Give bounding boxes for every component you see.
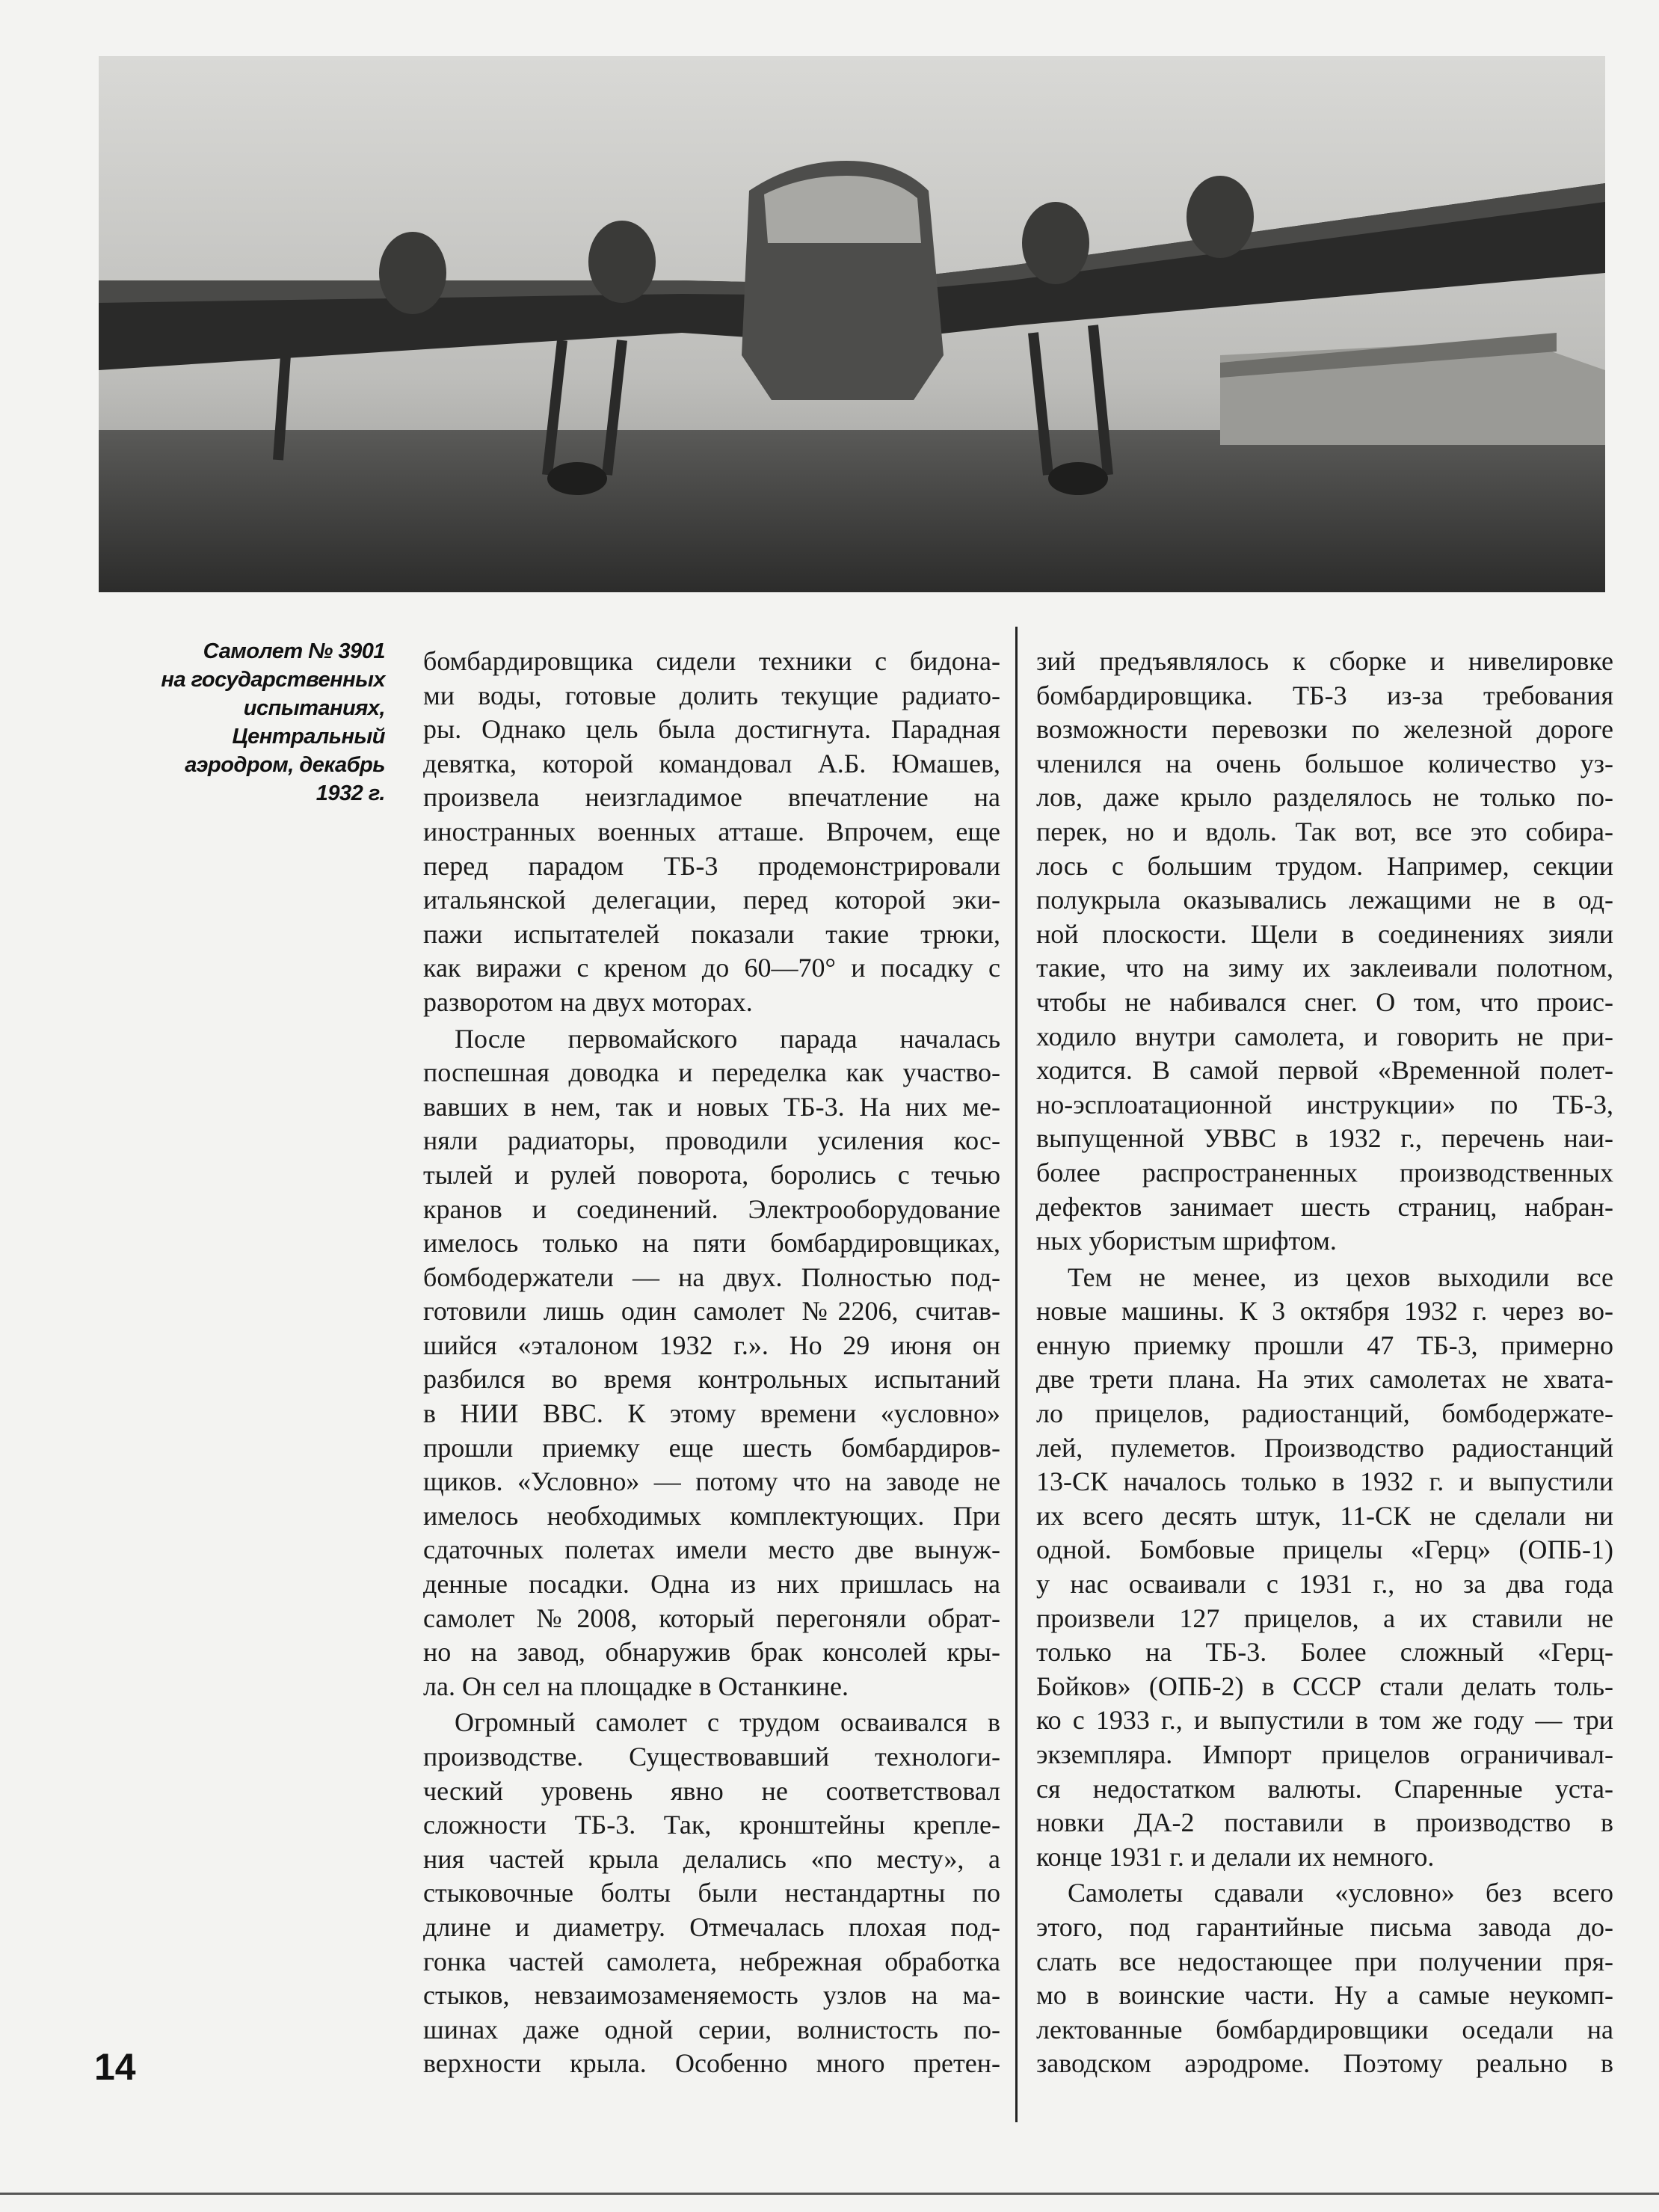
text-line: разбился во время контрольных испытаний — [423, 1364, 1000, 1395]
text-line: сдаточных полетах имели место две вынуж- — [423, 1534, 1000, 1565]
page-number: 14 — [94, 2046, 136, 2088]
text-line: Самолеты сдавали «условно» без всего — [1068, 1878, 1613, 1908]
photo-caption — [105, 637, 385, 808]
text-line: бомбодержатели — на двух. Полностью под- — [423, 1262, 1000, 1292]
text-line: ся недостатком валюты. Спаренные уста- — [1036, 1773, 1613, 1804]
text-line: такие, что на зиму их заклеивали полотном, — [1036, 953, 1613, 983]
text-line: ходится. В самой первой «Временной полет- — [1036, 1055, 1613, 1086]
text-line: готовили лишь один самолет №2206, считав- — [423, 1296, 1000, 1327]
text-line: щиков. «Условно» — потому что на заводе не — [423, 1466, 1000, 1497]
text-line: перек, но и вдоль. Так вот, все это собира- — [1036, 816, 1613, 847]
text-line: длине и диаметру. Отмечалась плохая под- — [423, 1911, 1000, 1942]
text-line: конце 1931 г. и делали их немного. — [1036, 1841, 1435, 1872]
paragraph — [423, 1706, 1000, 2081]
text-line: ло прицелов, радиостанций, бомбодержате- — [1036, 1398, 1613, 1429]
bottom-rule — [0, 2193, 1659, 2195]
column-divider — [1015, 627, 1018, 2122]
text-line: перед парадом ТБ-3 продемонстрировали — [423, 850, 1000, 881]
paragraph — [1036, 1261, 1613, 1875]
text-line: две трети плана. На этих самолетах не хвата- — [1036, 1364, 1613, 1395]
text-line: пажи испытателей показали такие трюки, — [423, 918, 1000, 949]
text-line: шинах даже одной серии, волнистость по- — [423, 2014, 1000, 2044]
text-line: имелось только на пяти бомбардировщиках, — [423, 1228, 1000, 1259]
text-line: одной. Бомбовые прицелы «Герц» (ОПБ-1) — [1036, 1534, 1613, 1565]
text-line: только на ТБ-3. Более сложный «Герц- — [1036, 1637, 1613, 1668]
photo-tb3-bomber — [99, 56, 1605, 592]
text-line: стыковочные болты были нестандартны по — [423, 1878, 1000, 1908]
text-line: экземпляра. Импорт прицелов ограничивал- — [1036, 1739, 1613, 1769]
text-line: Бойков» (ОПБ-2) в СССР стали делать толь- — [1036, 1671, 1613, 1701]
text-line: ных убористым шрифтом. — [1036, 1226, 1337, 1256]
text-line: ческий уровень явно не соответствовал — [423, 1775, 1000, 1806]
text-line: иностранных военных атташе. Впрочем, еще — [423, 816, 1000, 847]
text-line: итальянской делегации, перед которой эки- — [423, 885, 1000, 915]
text-line: ла. Он сел на площадке в Останкине. — [423, 1671, 849, 1701]
text-line: После первомайского парада началась — [455, 1023, 1000, 1054]
text-line: ры. Однако цель была достигнута. Парадная — [423, 714, 1000, 745]
text-line: няли радиаторы, проводили усиления кос- — [423, 1125, 1000, 1156]
text-line: чтобы не набивался снег. О том, что проис- — [1036, 986, 1613, 1017]
text-line: более распространенных производственных — [1036, 1157, 1613, 1188]
text-line: их всего десять штук, 11-СК не сделали ни — [1036, 1500, 1613, 1531]
text-line: шийся «эталоном 1932 г.». Но 29 июня он — [423, 1330, 1000, 1360]
paragraph — [1036, 1876, 1613, 2081]
text-line: новки ДА-2 поставили в производство в — [1036, 1807, 1613, 1838]
text-line: разворотом на двух моторах. — [423, 986, 753, 1017]
text-line: зий предъявлялось к сборке и нивелировке — [1036, 646, 1613, 676]
text-line: сложности ТБ-3. Так, кронштейны крепле- — [423, 1810, 1000, 1840]
text-line: произвели 127 прицелов, а их ставили не — [1036, 1603, 1613, 1633]
text-line: но на завод, обнаружив брак консолей кры- — [423, 1637, 1000, 1668]
text-line: новые машины. К 3 октября 1932 г. через во- — [1036, 1296, 1613, 1327]
text-line: енную приемку прошли 47 ТБ-3, примерно — [1036, 1330, 1613, 1360]
text-line: ния частей крыла делались «по месту», а — [423, 1843, 1000, 1874]
text-line: мо в воинские части. Ну а самые неукомп- — [1036, 1980, 1613, 2011]
text-line: верхности крыла. Особенно много претен- — [423, 2048, 1000, 2079]
text-line: этого, под гарантийные письма завода до- — [1036, 1911, 1613, 1942]
text-line: 13-СК началось только в 1932 г. и выпустили — [1036, 1466, 1613, 1497]
text-line: ходило внутри самолета, и говорить не при- — [1036, 1021, 1613, 1051]
caption-line: испытаниях, Центральный — [232, 696, 385, 749]
text-line: в НИИ ВВС. К этому времени «условно» — [423, 1398, 1000, 1429]
text-line: прошли приемку еще шесть бомбардиров- — [423, 1432, 1000, 1463]
text-line: гонка частей самолета, небрежная обработка — [423, 1946, 1000, 1976]
text-line: стыков, невзаимозаменяемость узлов на ма- — [423, 1980, 1000, 2011]
text-line: ко с 1933 г., и выпустили в том же году — три — [1036, 1705, 1613, 1736]
text-line: но-эсплоатационной инструкции» по ТБ-3, — [1036, 1089, 1613, 1119]
text-line: дефектов занимает шесть страниц, набран- — [1036, 1191, 1613, 1222]
text-line: вавших в нем, так и новых ТБ-3. На них ме- — [423, 1091, 1000, 1122]
text-column-2 — [1036, 645, 1613, 2083]
text-line: членился на очень большое количество уз- — [1036, 748, 1613, 778]
caption-line: 1932 г. — [316, 781, 385, 805]
paragraph — [423, 645, 1000, 1020]
text-line: выпущенной УВВС в 1932 г., перечень наи- — [1036, 1123, 1613, 1154]
text-line: поспешная доводка и переделка как участво- — [423, 1057, 1000, 1088]
text-line: Тем не менее, из цехов выходили все — [1068, 1262, 1613, 1292]
bomber-photo-image — [99, 56, 1605, 592]
text-line: бомбардировщика сидели техники с бидона- — [423, 646, 1000, 676]
text-line: возможности перевозки по железной дороге — [1036, 714, 1613, 745]
text-line: бомбардировщика. ТБ-3 из-за требования — [1036, 680, 1613, 710]
caption-line: Самолет № 3901 — [203, 639, 385, 663]
text-line: лей, пулеметов. Производство радиостанций — [1036, 1432, 1613, 1463]
text-line: лов, даже крыло разделялось не только по- — [1036, 782, 1613, 813]
text-line: заводском аэродроме. Поэтому реально в — [1036, 2048, 1613, 2079]
paragraph — [1036, 645, 1613, 1259]
text-line: лось с большим трудом. Например, секции — [1036, 850, 1613, 881]
text-line: кранов и соединений. Электрооборудование — [423, 1193, 1000, 1224]
text-line: произвела неизгладимое впечатление на — [423, 782, 1000, 813]
paragraph — [423, 1022, 1000, 1704]
text-line: Огромный самолет с трудом осваивался в — [455, 1707, 1000, 1738]
text-line: тылей и рулей поворота, боролись с течью — [423, 1159, 1000, 1190]
text-line: денные посадки. Одна из них пришлась на — [423, 1569, 1000, 1600]
text-column-1 — [423, 645, 1000, 2083]
text-line: у нас осваивали с 1931 г., но за два года — [1036, 1569, 1613, 1600]
caption-line: аэродром, декабрь — [185, 753, 385, 777]
text-line: ной плоскости. Щели в соединениях зияли — [1036, 918, 1613, 949]
text-line: самолет №2008, который перегоняли обрат- — [423, 1603, 1000, 1633]
text-line: слать все недостающее при получении пря- — [1036, 1946, 1613, 1976]
text-line: лектованные бомбардировщики оседали на — [1036, 2014, 1613, 2044]
text-line: полукрыла оказывались лежащими не в од- — [1036, 885, 1613, 915]
text-line: девятка, которой командовал А.Б. Юмашев, — [423, 748, 1000, 778]
text-line: ми воды, готовые долить текущие радиато- — [423, 680, 1000, 710]
text-line: производстве. Существовавший технологи- — [423, 1742, 1000, 1772]
caption-line: на государственных — [161, 668, 385, 692]
text-line: как виражи с креном до 60—70° и посадку с — [423, 953, 1000, 983]
text-line: имелось необходимых комплектующих. При — [423, 1500, 1000, 1531]
